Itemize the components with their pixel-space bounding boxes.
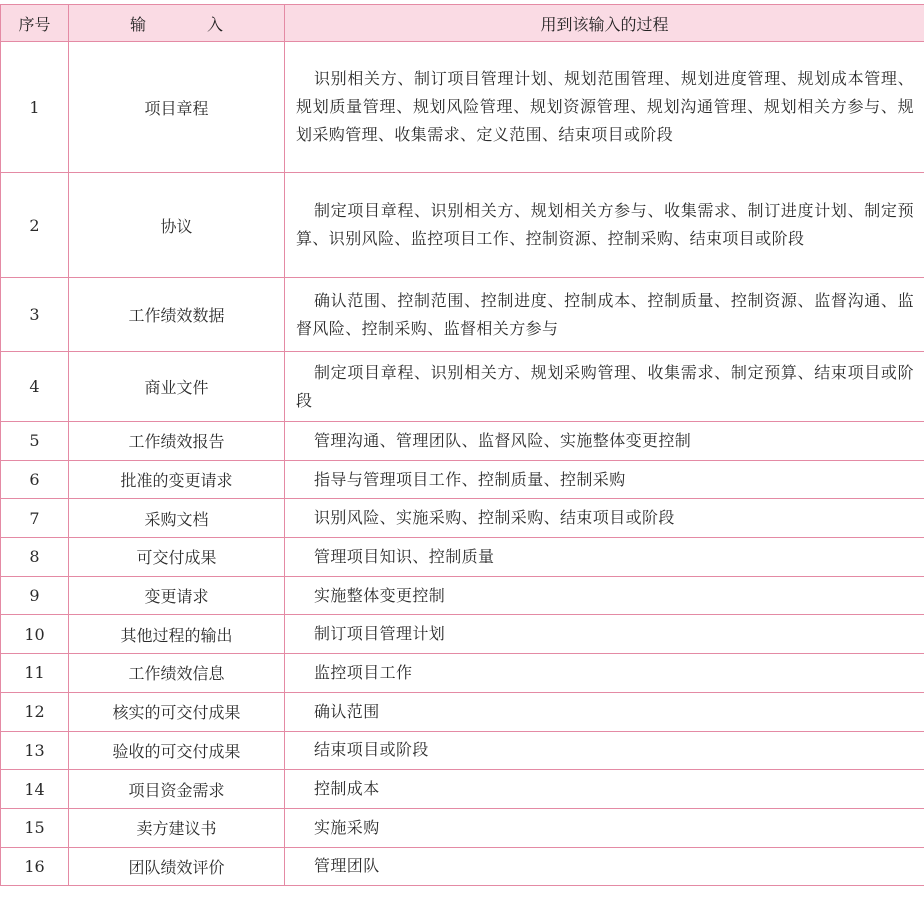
table-row [1,352,924,422]
row-processes-text: 识别风险、实施采购、控制采购、结束项目或阶段 [314,508,675,528]
row-input: 项目章程 [69,42,285,173]
row-num: 9 [1,576,69,615]
table-row [1,422,924,461]
row-processes [285,576,924,615]
table-row [1,173,924,278]
table-row [1,847,924,886]
row-num: 12 [1,692,69,731]
row-processes-text: 管理项目知识、控制质量 [314,546,495,566]
row-input: 团队绩效评价 [69,847,285,886]
row-num: 4 [1,352,69,422]
row-processes-text: 结束项目或阶段 [314,740,429,760]
row-processes [285,499,924,538]
table-row [1,538,924,577]
row-input: 项目资金需求 [69,770,285,809]
row-input: 卖方建议书 [69,808,285,847]
row-input: 验收的可交付成果 [69,731,285,770]
row-processes-text: 制订项目管理计划 [314,624,446,644]
row-num: 8 [1,538,69,577]
header-input: 输 入 [69,5,285,42]
row-processes-text: 管理团队 [314,856,380,876]
row-processes-text: 控制成本 [314,779,380,799]
row-processes [285,654,924,693]
row-num: 11 [1,654,69,693]
header-num: 序号 [1,5,69,42]
row-processes [285,42,924,173]
table-row [1,278,924,352]
row-processes-text: 识别相关方、制订项目管理计划、规划范围管理、规划进度管理、规划成本管理、规划质量管理、规划风险管理、规划资源管理、规划沟通管理、规划相关方参与、规划采购管理、收集需求、定义范围、结束项目或阶段 [296,69,914,144]
row-processes-text: 确认范围、控制范围、控制进度、控制成本、控制质量、控制资源、监督沟通、监督风险、控制采购、监督相关方参与 [296,290,914,338]
row-num: 13 [1,731,69,770]
table-row [1,692,924,731]
row-input: 其他过程的输出 [69,615,285,654]
row-processes [285,847,924,886]
header-processes: 用到该输入的过程 [285,5,924,42]
row-num: 5 [1,422,69,461]
row-processes [285,731,924,770]
row-num: 1 [1,42,69,173]
row-processes [285,808,924,847]
row-input: 可交付成果 [69,538,285,577]
row-processes [285,278,924,352]
row-input: 核实的可交付成果 [69,692,285,731]
table-row [1,460,924,499]
row-num: 14 [1,770,69,809]
row-input: 批准的变更请求 [69,460,285,499]
row-processes-text: 确认范围 [314,701,380,721]
row-input: 变更请求 [69,576,285,615]
row-processes-text: 实施整体变更控制 [314,585,446,605]
table-row [1,808,924,847]
row-processes [285,422,924,461]
row-input: 采购文档 [69,499,285,538]
row-processes [285,615,924,654]
row-input: 工作绩效报告 [69,422,285,461]
row-num: 3 [1,278,69,352]
row-num: 7 [1,499,69,538]
row-processes [285,173,924,278]
table-row [1,615,924,654]
row-processes [285,352,924,422]
row-processes [285,460,924,499]
row-processes [285,770,924,809]
row-input: 工作绩效信息 [69,654,285,693]
table-row [1,731,924,770]
row-processes-text: 实施采购 [314,817,380,837]
row-num: 6 [1,460,69,499]
row-num: 15 [1,808,69,847]
inputs-table [0,4,924,886]
row-processes-text: 制定项目章程、识别相关方、规划相关方参与、收集需求、制订进度计划、制定预算、识别风险、监控项目工作、控制资源、控制采购、结束项目或阶段 [296,201,914,248]
row-processes [285,692,924,731]
inputs-table-container [0,4,924,886]
row-num: 10 [1,615,69,654]
row-num: 2 [1,173,69,278]
table-row [1,770,924,809]
table-row [1,499,924,538]
table-row [1,654,924,693]
table-body [1,42,924,886]
table-row [1,576,924,615]
row-num: 16 [1,847,69,886]
row-processes-text: 指导与管理项目工作、控制质量、控制采购 [314,469,626,489]
row-processes-text: 监控项目工作 [314,662,413,682]
header-row [1,5,924,42]
table-header [1,5,924,42]
row-processes-text: 管理沟通、管理团队、监督风险、实施整体变更控制 [314,430,692,450]
row-processes [285,538,924,577]
table-row [1,42,924,173]
row-input: 商业文件 [69,352,285,422]
row-input: 工作绩效数据 [69,278,285,352]
row-processes-text: 制定项目章程、识别相关方、规划采购管理、收集需求、制定预算、结束项目或阶段 [296,362,914,410]
row-input: 协议 [69,173,285,278]
